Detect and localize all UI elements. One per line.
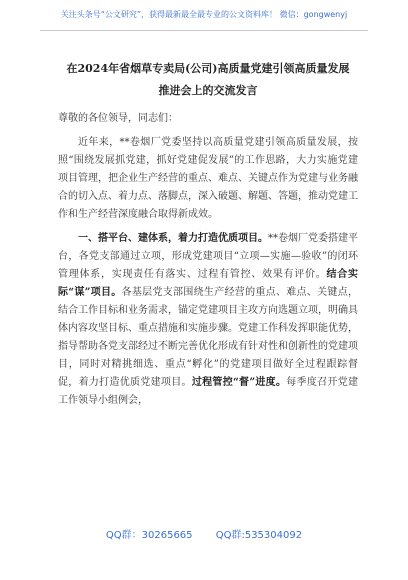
footer-qq-2: QQ群:535304092 <box>215 530 303 541</box>
salutation: 尊敬的各位领导，同志们： <box>58 113 178 124</box>
intro-paragraph: 近年来，**卷烟厂党委坚持以高质量党建引领高质量发展，按照“围绕发展抓党建，抓好党建促发展”的工作思路，大力实施党建项目管理，把企业生产经营的重点、难点、关键点作为党建与业务融合的切入点、着力点、落脚点，深入破题、解题、答题，推动党建工作和生产经营深度融合取得新成效。 <box>58 137 358 220</box>
title-line-1: 在2024年省烟草专卖局(公司)高质量党建引领高质量发展 <box>66 62 350 75</box>
section-1-paragraph <box>58 230 358 410</box>
section-1-subheading-2: 过程管控“督”进度。 <box>191 377 287 388</box>
section-1-heading: 一、搭平台、建体系，着力打造优质项目。 <box>78 233 268 244</box>
document-body <box>58 50 358 416</box>
section-1-subheading: 结合实际“谋”项目。 <box>58 269 359 298</box>
section-1-body-3: 每季度召开党建工作领导小组例会， <box>58 377 359 406</box>
document-title <box>58 58 358 102</box>
section-1-body-2: 各基层党支部围绕生产经营的重点、难点、关键点，结合工作目标和业务需求，锚定党建项目主攻方向选题立项，明确具体内容攻坚目标、重点措施和实施步骤。党建工作科发挥职能优势，指导帮助各党支部经过不断完善优化形成有针对性和创新性的党建项目，同时对精挑细选、重点“孵化”的党建项目做好全过程跟踪督促，着力打造优质党建项目。 <box>58 287 358 388</box>
footer-qq-1: QQ群：30265665 <box>105 530 193 541</box>
title-line-2: 推进会上的交流发言 <box>158 84 258 97</box>
header-banner: 关注头条号“公文研究”，获得最新最全最专业的公文资料库！ 微信：gongwenyj <box>60 10 348 19</box>
header-divider <box>40 30 368 31</box>
section-1-body-1: **卷烟厂党委搭建平台，各党支部通过立项，形成党建项目“立项—实施—验收”的闭环管理体系，实现责任有落实、过程有管控、效果有评价。 <box>58 233 358 280</box>
footer <box>0 526 408 541</box>
